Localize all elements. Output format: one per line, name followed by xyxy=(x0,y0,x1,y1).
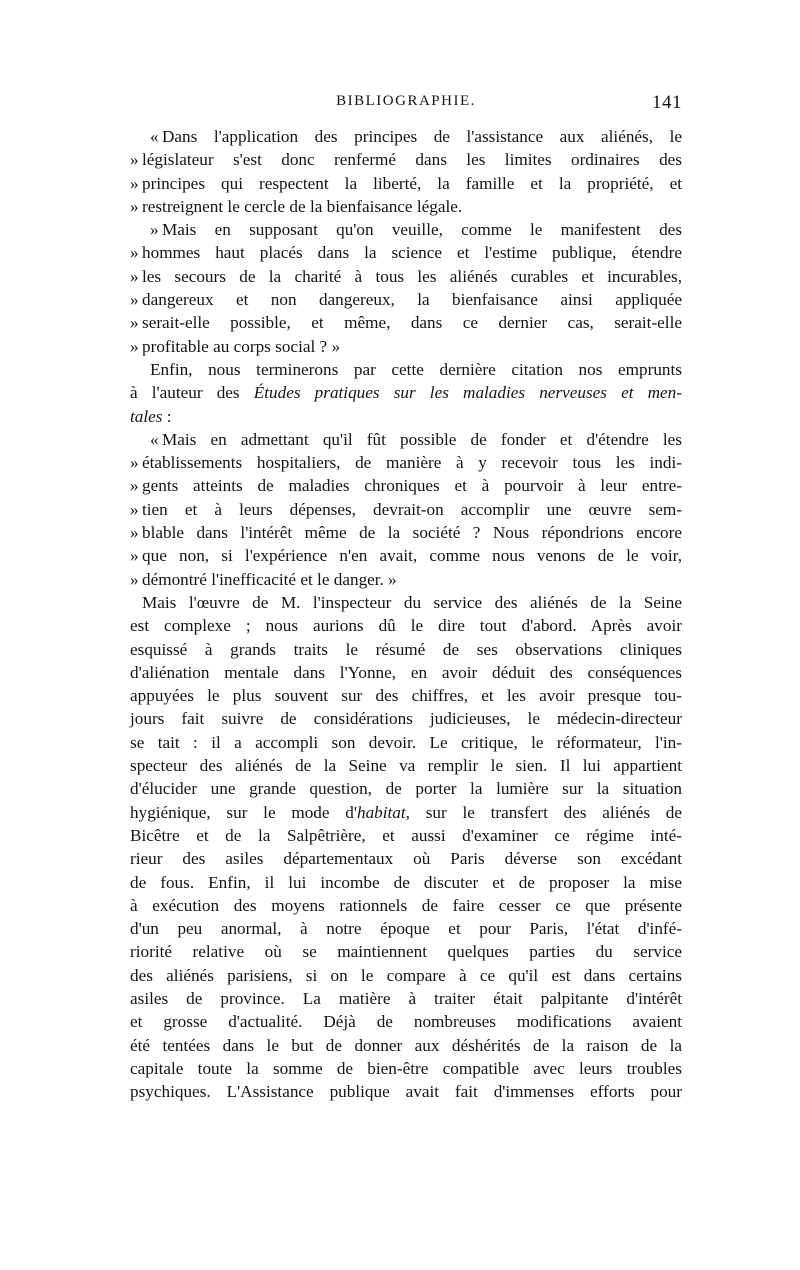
text-segment: profitable au corps social ? » xyxy=(142,336,341,356)
text-line xyxy=(130,1057,682,1080)
text-segment: , sur le transfert des aliénés de xyxy=(405,802,683,822)
text-segment: Enfin, nous terminerons par cette dernière citation nos emprunts xyxy=(150,359,682,379)
text-line xyxy=(130,871,682,894)
text-segment: psychiques. L'Assistance publique avait fait d'immenses efforts pour xyxy=(130,1082,682,1102)
text-line xyxy=(130,381,682,404)
text-line xyxy=(130,125,682,148)
text-line xyxy=(130,777,682,800)
text-line xyxy=(130,568,682,591)
text-segment: gents atteints de maladies chroniques et à pourvoir à leur entre- xyxy=(142,476,682,496)
text-line xyxy=(130,638,682,661)
text-line xyxy=(130,591,682,614)
text-segment: législateur s'est donc renfermé dans les limites ordinaires des xyxy=(142,150,682,170)
text-line xyxy=(130,451,682,474)
text-segment: capitale toute la somme de bien-être compatible avec leurs troubles xyxy=(130,1058,682,1078)
text-line xyxy=(130,265,682,288)
text-segment: Dans l'application des principes de l'assistance aux aliénés, le xyxy=(162,127,682,146)
text-line xyxy=(130,1010,682,1033)
text-segment: riorité relative où se maintiennent quelques parties du service xyxy=(130,942,682,962)
text-segment: principes qui respectent la liberté, la famille et la propriété, et xyxy=(142,173,682,193)
text-line xyxy=(130,288,682,311)
quote-mark: » xyxy=(130,336,139,356)
text-segment: Mais en supposant qu'on veuille, comme le manifestent des xyxy=(162,220,682,240)
text-segment: appuyées le plus souvent sur des chiffres, et les avoir presque tou- xyxy=(130,686,682,706)
text-segment: les secours de la charité à tous les aliénés curables et incurables, xyxy=(142,266,682,286)
italic-text: Études pratiques sur les maladies nerveuses et men- xyxy=(253,383,683,403)
text-line xyxy=(130,498,682,521)
text-line xyxy=(130,847,682,870)
text-segment: été tentées dans le but de donner aux déshérités de la raison de la xyxy=(130,1035,682,1055)
quote-mark: « xyxy=(150,127,159,146)
text-line xyxy=(130,917,682,940)
text-segment: asiles de province. La matière à traiter était palpitante d'intérêt xyxy=(130,988,682,1008)
running-title: BIBLIOGRAPHIE. xyxy=(336,93,476,109)
text-segment: serait-elle possible, et même, dans ce dernier cas, serait-elle xyxy=(142,313,682,333)
text-segment: que non, si l'expérience n'en avait, comme nous venons de le voir, xyxy=(142,546,682,566)
quote-mark: » xyxy=(130,476,139,496)
text-segment: Mais en admettant qu'il fût possible de fonder et d'étendre les xyxy=(162,429,682,449)
text-segment: d'aliénation mentale dans l'Yonne, en avoir déduit des conséquences xyxy=(130,662,682,682)
text-segment: Mais l'œuvre de M. l'inspecteur du service des aliénés de la Seine xyxy=(142,592,682,612)
text-line xyxy=(130,801,682,824)
quote-mark: » xyxy=(130,569,139,589)
text-line xyxy=(130,474,682,497)
running-header xyxy=(130,93,682,117)
quote-mark: » xyxy=(130,499,139,519)
text-line xyxy=(130,684,682,707)
text-segment: à l'auteur des xyxy=(130,383,254,403)
text-line xyxy=(130,544,682,567)
text-segment: jours fait suivre de considérations judicieuses, le médecin-directeur xyxy=(130,709,682,729)
text-line xyxy=(130,311,682,334)
text-segment: de fous. Enfin, il lui incombe de discuter et de proposer la mise xyxy=(130,872,682,892)
text-line xyxy=(130,358,682,381)
body-text xyxy=(130,125,682,1103)
text-line xyxy=(130,195,682,218)
text-segment: d'un peu anormal, à notre époque et pour Paris, l'état d'infé- xyxy=(130,919,682,939)
text-segment: Bicêtre et de la Salpêtrière, et aussi d'examiner ce régime inté- xyxy=(130,825,682,845)
text-line xyxy=(130,754,682,777)
text-line xyxy=(130,148,682,171)
text-line xyxy=(130,1034,682,1057)
quote-mark: » xyxy=(130,196,139,216)
text-segment: établissements hospitaliers, de manière à y recevoir tous les indi- xyxy=(142,453,682,473)
text-segment: à exécution des moyens rationnels de faire cesser ce que présente xyxy=(130,895,682,915)
quote-mark: » xyxy=(130,243,139,263)
text-line xyxy=(130,428,682,451)
text-segment: est complexe ; nous aurions dû le dire tout d'abord. Après avoir xyxy=(130,616,682,636)
quote-mark: » xyxy=(130,546,139,566)
text-segment: dangereux et non dangereux, la bienfaisance ainsi appliquée xyxy=(142,290,682,310)
text-line xyxy=(130,614,682,637)
text-segment: tien et à leurs dépenses, devrait-on accomplir une œuvre sem- xyxy=(142,499,682,519)
text-line xyxy=(130,405,682,428)
text-line xyxy=(130,894,682,917)
text-line xyxy=(130,824,682,847)
text-segment: et grosse d'actualité. Déjà de nombreuses modifications avaient xyxy=(130,1012,682,1032)
text-segment: démontré l'inefficacité et le danger. » xyxy=(142,569,397,589)
italic-text: habitat xyxy=(356,802,406,822)
text-segment: des aliénés parisiens, si on le compare à ce qu'il est dans certains xyxy=(130,965,682,985)
quote-mark: » xyxy=(130,266,139,286)
quote-mark: » xyxy=(130,173,139,193)
quote-mark: « xyxy=(150,429,159,449)
text-segment: specteur des aliénés de la Seine va remplir le sien. Il lui appartient xyxy=(130,756,682,776)
text-line xyxy=(130,707,682,730)
text-line xyxy=(130,218,682,241)
text-line xyxy=(130,940,682,963)
italic-text: tales xyxy=(130,406,163,426)
quote-mark: » xyxy=(130,453,139,473)
text-line xyxy=(130,1080,682,1103)
text-segment: d'élucider une grande question, de porter la lumière sur la situation xyxy=(130,779,682,799)
text-line xyxy=(130,964,682,987)
quote-mark: » xyxy=(130,290,139,310)
text-segment: esquissé à grands traits le résumé de ses observations cliniques xyxy=(130,639,682,659)
text-segment: rieur des asiles départementaux où Paris déverse son excédant xyxy=(130,849,682,869)
text-line xyxy=(130,172,682,195)
text-line xyxy=(130,521,682,544)
page-number: 141 xyxy=(652,92,682,113)
text-segment: se tait : il a accompli son devoir. Le critique, le réformateur, l'in- xyxy=(130,732,682,752)
text-segment: : xyxy=(162,406,172,426)
text-segment: restreignent le cercle de la bienfaisance légale. xyxy=(142,196,463,216)
text-segment: hygiénique, sur le mode d' xyxy=(130,802,357,822)
quote-mark: » xyxy=(150,220,159,240)
quote-mark: » xyxy=(130,523,139,543)
text-line xyxy=(130,335,682,358)
quote-mark: » xyxy=(130,150,139,170)
text-segment: blable dans l'intérêt même de la société ? Nous répondrions encore xyxy=(142,523,682,543)
text-line xyxy=(130,731,682,754)
text-line xyxy=(130,987,682,1010)
text-segment: hommes haut placés dans la science et l'estime publique, étendre xyxy=(142,243,682,263)
quote-mark: » xyxy=(130,313,139,333)
text-line xyxy=(130,241,682,264)
text-line xyxy=(130,661,682,684)
